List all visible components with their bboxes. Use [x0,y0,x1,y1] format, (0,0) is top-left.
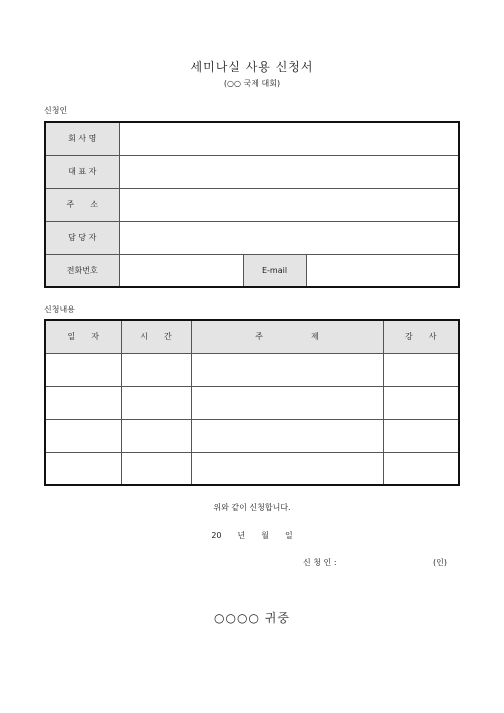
representative-label: 대 표 자 [45,155,119,188]
applicant-row-contact [45,221,459,254]
contact-person-label: 담 당 자 [45,221,119,254]
company-label: 회 사 명 [45,122,119,155]
contact-person-field[interactable] [119,221,459,254]
table-row [45,452,459,485]
applicant-row-phone-email [45,254,459,287]
phone-field[interactable] [119,254,243,287]
time-cell[interactable] [121,353,191,386]
time-cell[interactable] [121,419,191,452]
address-field[interactable] [119,188,459,221]
email-field[interactable] [306,254,459,287]
time-cell[interactable] [121,386,191,419]
header-date: 일 자 [45,320,121,353]
content-header-row [45,320,459,353]
representative-field[interactable] [119,155,459,188]
header-topic: 주 제 [191,320,383,353]
topic-cell[interactable] [191,353,383,386]
date-cell[interactable] [45,386,121,419]
date-cell[interactable] [45,452,121,485]
applicant-row-company [45,122,459,155]
applicant-table [44,121,460,288]
date-cell[interactable] [45,419,121,452]
content-table [44,319,460,486]
email-label: E-mail [243,254,306,287]
content-section-label: 신청내용 [44,305,75,314]
applicant-section-label: 신청인 [44,106,68,115]
speaker-cell[interactable] [383,386,459,419]
header-speaker: 강 사 [383,320,459,353]
header-time: 시 간 [121,320,191,353]
speaker-cell[interactable] [383,353,459,386]
applicant-row-representative [45,155,459,188]
seal-mark: (인) [433,558,447,567]
table-row [45,353,459,386]
date-cell[interactable] [45,353,121,386]
speaker-cell[interactable] [383,452,459,485]
company-field[interactable] [119,122,459,155]
applicant-row-address [45,188,459,221]
applicant-sign-label: 신 청 인 : [303,558,337,567]
date-line: 20 년 월 일 [211,531,293,540]
document-subtitle: (○○ 국제 대회) [223,79,281,88]
phone-label: 전화번호 [45,254,119,287]
speaker-cell[interactable] [383,419,459,452]
table-row [45,419,459,452]
topic-cell[interactable] [191,386,383,419]
table-row [45,386,459,419]
recipient: ○○○○ 귀중 [214,611,290,625]
address-label: 주 소 [45,188,119,221]
document-title: 세미나실 사용 신청서 [190,60,314,74]
time-cell[interactable] [121,452,191,485]
topic-cell[interactable] [191,419,383,452]
closing-statement: 위와 같이 신청합니다. [213,503,291,512]
topic-cell[interactable] [191,452,383,485]
